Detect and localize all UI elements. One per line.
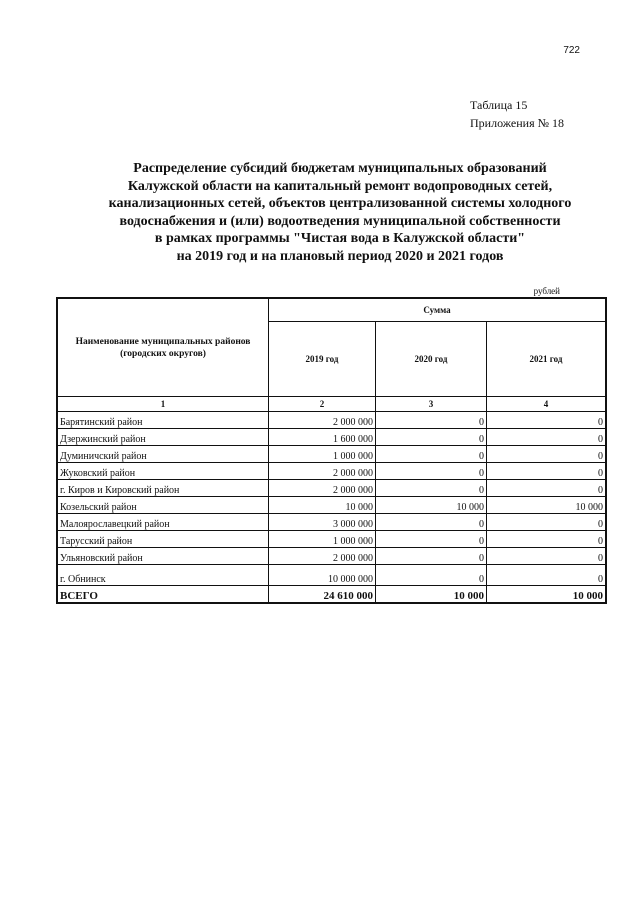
title-line: водоснабжения и (или) водоотведения муниципальной собственности (119, 213, 561, 229)
amount-2020: 0 (376, 548, 487, 565)
amount-2021: 0 (487, 463, 606, 480)
table-row (58, 429, 606, 446)
amount-2021: 0 (487, 531, 606, 548)
name-column-header: Наименование муниципальных районов (городских округов) (58, 299, 269, 397)
header-row (58, 299, 606, 322)
district-name: Барятинский район (58, 412, 269, 429)
year-header: 2019 год (269, 322, 376, 397)
title-line: Распределение субсидий бюджетам муниципальных образований (133, 161, 547, 176)
district-name: г. Обнинск (58, 565, 269, 586)
table-row (58, 565, 606, 586)
column-index: 4 (487, 397, 606, 412)
column-index: 1 (58, 397, 269, 412)
amount-2019: 10 000 000 (269, 565, 376, 586)
amount-2020: 0 (376, 446, 487, 463)
amount-2021: 0 (487, 446, 606, 463)
amount-2020: 0 (376, 531, 487, 548)
amount-2020: 0 (376, 412, 487, 429)
document-title (40, 160, 639, 265)
district-name: Козельский район (58, 497, 269, 514)
units-label: рублей (533, 286, 560, 296)
appendix-number: Приложения № 18 (470, 116, 565, 130)
table-row (58, 531, 606, 548)
table-row (58, 548, 606, 565)
title-line: канализационных сетей, объектов централизованной системы холодного (108, 196, 572, 211)
amount-2020: 0 (376, 463, 487, 480)
amount-2019: 2 000 000 (269, 548, 376, 565)
amount-2019: 1 000 000 (269, 531, 376, 548)
sum-column-header: Сумма (269, 299, 606, 322)
column-index: 3 (376, 397, 487, 412)
title-line: Калужской области на капитальный ремонт водопроводных сетей, (127, 178, 553, 194)
amount-2021: 0 (487, 412, 606, 429)
amount-2019: 1 000 000 (269, 446, 376, 463)
amount-2019: 3 000 000 (269, 514, 376, 531)
amount-2020: 0 (376, 480, 487, 497)
total-2020: 10 000 (376, 586, 487, 603)
amount-2020: 0 (376, 429, 487, 446)
amount-2020: 0 (376, 514, 487, 531)
table-row (58, 497, 606, 514)
district-name: Малоярославецкий район (58, 514, 269, 531)
column-index: 2 (269, 397, 376, 412)
amount-2021: 0 (487, 548, 606, 565)
year-header: 2021 год (487, 322, 606, 397)
title-line: на 2019 год и на плановый период 2020 и 2021 годов (176, 248, 504, 264)
title-line: в рамках программы "Чистая вода в Калужской области" (154, 231, 526, 246)
total-label: ВСЕГО (58, 586, 269, 603)
amount-2021: 10 000 (487, 497, 606, 514)
table-number: Таблица 15 (470, 98, 528, 112)
amount-2019: 2 000 000 (269, 412, 376, 429)
amount-2020: 10 000 (376, 497, 487, 514)
amount-2021: 0 (487, 429, 606, 446)
amount-2021: 0 (487, 565, 606, 586)
total-row (58, 586, 606, 603)
amount-2019: 2 000 000 (269, 480, 376, 497)
subsidy-table (57, 298, 606, 603)
district-name: Ульяновский район (58, 548, 269, 565)
page-number: 722 (563, 45, 580, 56)
total-2021: 10 000 (487, 586, 606, 603)
table-row (58, 446, 606, 463)
amount-2021: 0 (487, 480, 606, 497)
total-2019: 24 610 000 (269, 586, 376, 603)
amount-2019: 1 600 000 (269, 429, 376, 446)
table-row (58, 514, 606, 531)
district-name: г. Киров и Кировский район (58, 480, 269, 497)
district-name: Жуковский район (58, 463, 269, 480)
table-row (58, 412, 606, 429)
year-header: 2020 год (376, 322, 487, 397)
amount-2021: 0 (487, 514, 606, 531)
amount-2020: 0 (376, 565, 487, 586)
district-name: Тарусский район (58, 531, 269, 548)
amount-2019: 2 000 000 (269, 463, 376, 480)
amount-2019: 10 000 (269, 497, 376, 514)
district-name: Думиничский район (58, 446, 269, 463)
table-row (58, 480, 606, 497)
table-row (58, 463, 606, 480)
column-index-row (58, 397, 606, 412)
district-name: Дзержинский район (58, 429, 269, 446)
